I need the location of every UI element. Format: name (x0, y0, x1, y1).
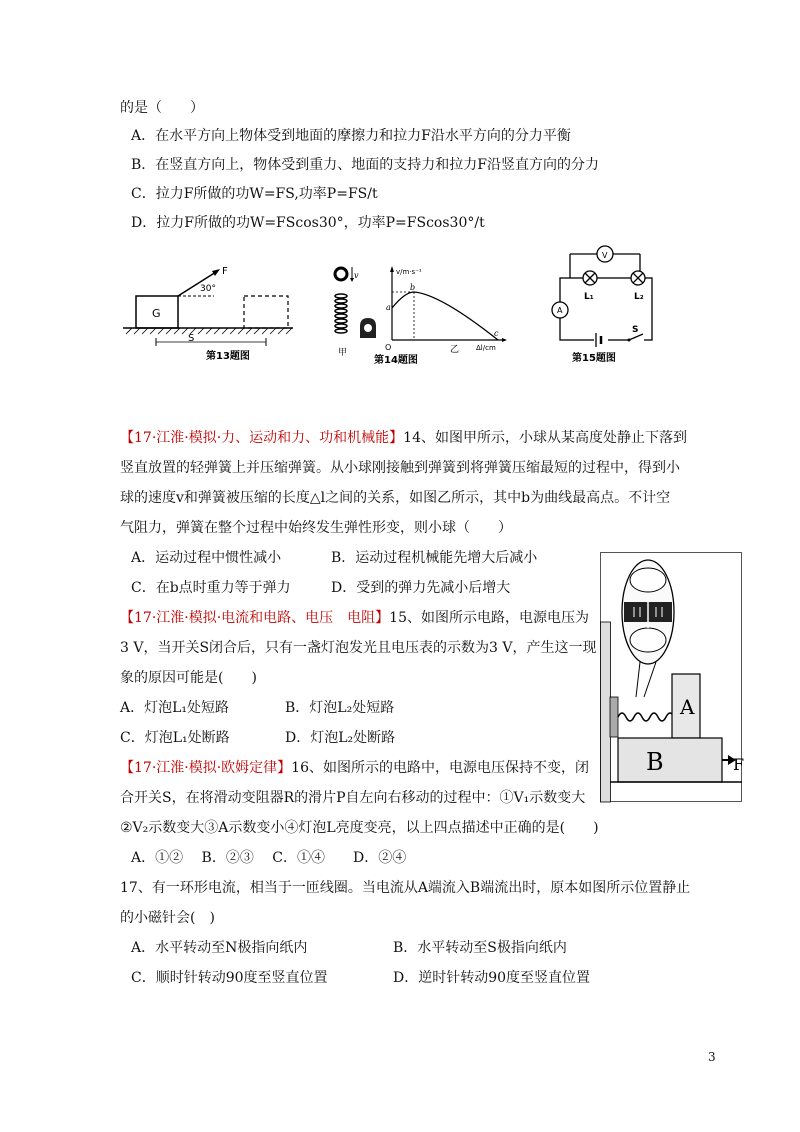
figure-15 (540, 244, 670, 366)
q14-option-d: D．受到的弹力先减小后增大 (331, 580, 511, 596)
q16-options: A．①② B．②③ C．①④ D．②④ (131, 850, 407, 866)
q15-line2: 3 V，当开关S闭合后，只有一盏灯泡发光且电压表的示数为3 V，产生这一现 (120, 640, 597, 656)
q15-option-c: C．灯泡L₁处断路 (120, 730, 230, 746)
q14-line3: 球的速度v和弹簧被压缩的长度△l之间的关系，如图乙所示，其中b为曲线最高点。不计空 (120, 490, 671, 506)
q17-line2: 的小磁针会( ) (120, 910, 215, 926)
fig14-ylabel: v/m·s⁻¹ (396, 268, 422, 276)
q14-line2: 竖直放置的轻弹簧上并压缩弹簧。从小球刚接触到弹簧到将弹簧压缩最短的过程中，得到小 (120, 460, 680, 476)
q16-tag: 【17·江淮·模拟·欧姆定律】 (120, 760, 292, 776)
q14-line1-text: 14、如图甲所示，小球从某高度处静止下落到 (403, 430, 687, 446)
q15-option-b: B．灯泡L₂处短路 (285, 700, 395, 716)
fig16-label-f: F (733, 755, 745, 774)
fig14-caption: 第14题图 (374, 355, 418, 366)
q16-line2: 合开关S，在将滑动变阻器R的滑片P自左向右移动的过程中：①V₁示数变大 (120, 790, 586, 806)
q17-option-b: B．水平转动至S极指向纸内 (393, 940, 567, 956)
fig14-label-jia: 甲 (338, 348, 348, 358)
q17-option-a: A．水平转动至N极指向纸内 (131, 940, 308, 956)
figure-13 (118, 262, 298, 367)
figure-16 (600, 552, 745, 802)
fig14-xlabel: Δl/cm (476, 344, 496, 352)
q14-option-c: C．在b点时重力等于弹力 (131, 580, 291, 596)
fig14-label-v: v (354, 271, 359, 280)
fig15-label-v: V (602, 251, 608, 260)
fig15-label-l2: L₂ (634, 292, 644, 302)
fig15-label-s: S (632, 325, 639, 335)
q14-tag: 【17·江淮·模拟·力、运动和力、功和机械能】 (120, 430, 404, 446)
q13-option-a: A．在水平方向上物体受到地面的摩擦力和拉力F沿水平方向的分力平衡 (131, 128, 571, 144)
q15-line1 (120, 608, 589, 628)
fig13-label-s: S (188, 333, 195, 344)
q17-option-c: C．顺时针转动90度至竖直位置 (131, 970, 328, 986)
q15-option-a: A．灯泡L₁处短路 (120, 700, 230, 716)
fig14-label-yi: 乙 (450, 345, 460, 355)
q17-option-d: D．逆时针转动90度至竖直位置 (393, 970, 591, 986)
page-number: 3 (708, 1050, 716, 1064)
q14-line4: 气阻力，弹簧在整个过程中始终发生弹性形变，则小球（ ） (120, 520, 512, 536)
q16-line3: ②V₂示数变大③A示数变小④灯泡L亮度变亮，以上四点描述中正确的是( ) (120, 820, 599, 836)
fig13-label-g: G (152, 307, 161, 320)
fig15-label-a: A (557, 306, 563, 315)
q15-option-d: D．灯泡L₂处断路 (285, 730, 396, 746)
q15-line1-text: 15、如图所示电路，电源电压为 (389, 610, 589, 626)
q14-option-a: A．运动过程中惯性减小 (131, 550, 282, 566)
q15-tag: 【17·江淮·模拟·电流和电路、电压 电阻】 (120, 610, 390, 626)
q16-line1 (120, 758, 589, 778)
figure-14 (330, 262, 510, 367)
fig14-label-c: c (494, 329, 499, 338)
q14-line1 (120, 428, 687, 448)
fig13-label-angle: 30° (200, 284, 216, 294)
q14-option-b: B．运动过程机械能先增大后减小 (331, 550, 538, 566)
q13-stem-tail: 的是（ ） (120, 100, 204, 116)
fig16-label-b: B (646, 748, 664, 776)
fig15-caption: 第15题图 (572, 353, 616, 364)
fig13-label-f: F (222, 266, 228, 277)
fig16-label-a: A (680, 695, 695, 719)
fig14-label-o: O (385, 343, 392, 352)
fig15-label-l1: L₁ (584, 292, 594, 302)
q16-line1-text: 16、如图所示的电路中，电源电压保持不变，闭 (291, 760, 589, 776)
fig13-caption: 第13题图 (206, 351, 250, 362)
q13-option-d: D．拉力F所做的功W=FScos30°，功率P=FScos30°/t (131, 215, 485, 231)
q13-option-b: B．在竖直方向上，物体受到重力、地面的支持力和拉力F沿竖直方向的分力 (131, 157, 599, 173)
fig14-label-a: a (386, 303, 391, 312)
fig14-label-b: b (410, 283, 416, 292)
q17-line1: 17、有一环形电流，相当于一匝线圈。当电流从A端流入B端流出时，原本如图所示位置静止 (120, 880, 691, 896)
q13-option-c: C．拉力F所做的功W=FS,功率P=FS/t (131, 186, 378, 202)
q15-line3: 象的原因可能是( ) (120, 670, 257, 686)
